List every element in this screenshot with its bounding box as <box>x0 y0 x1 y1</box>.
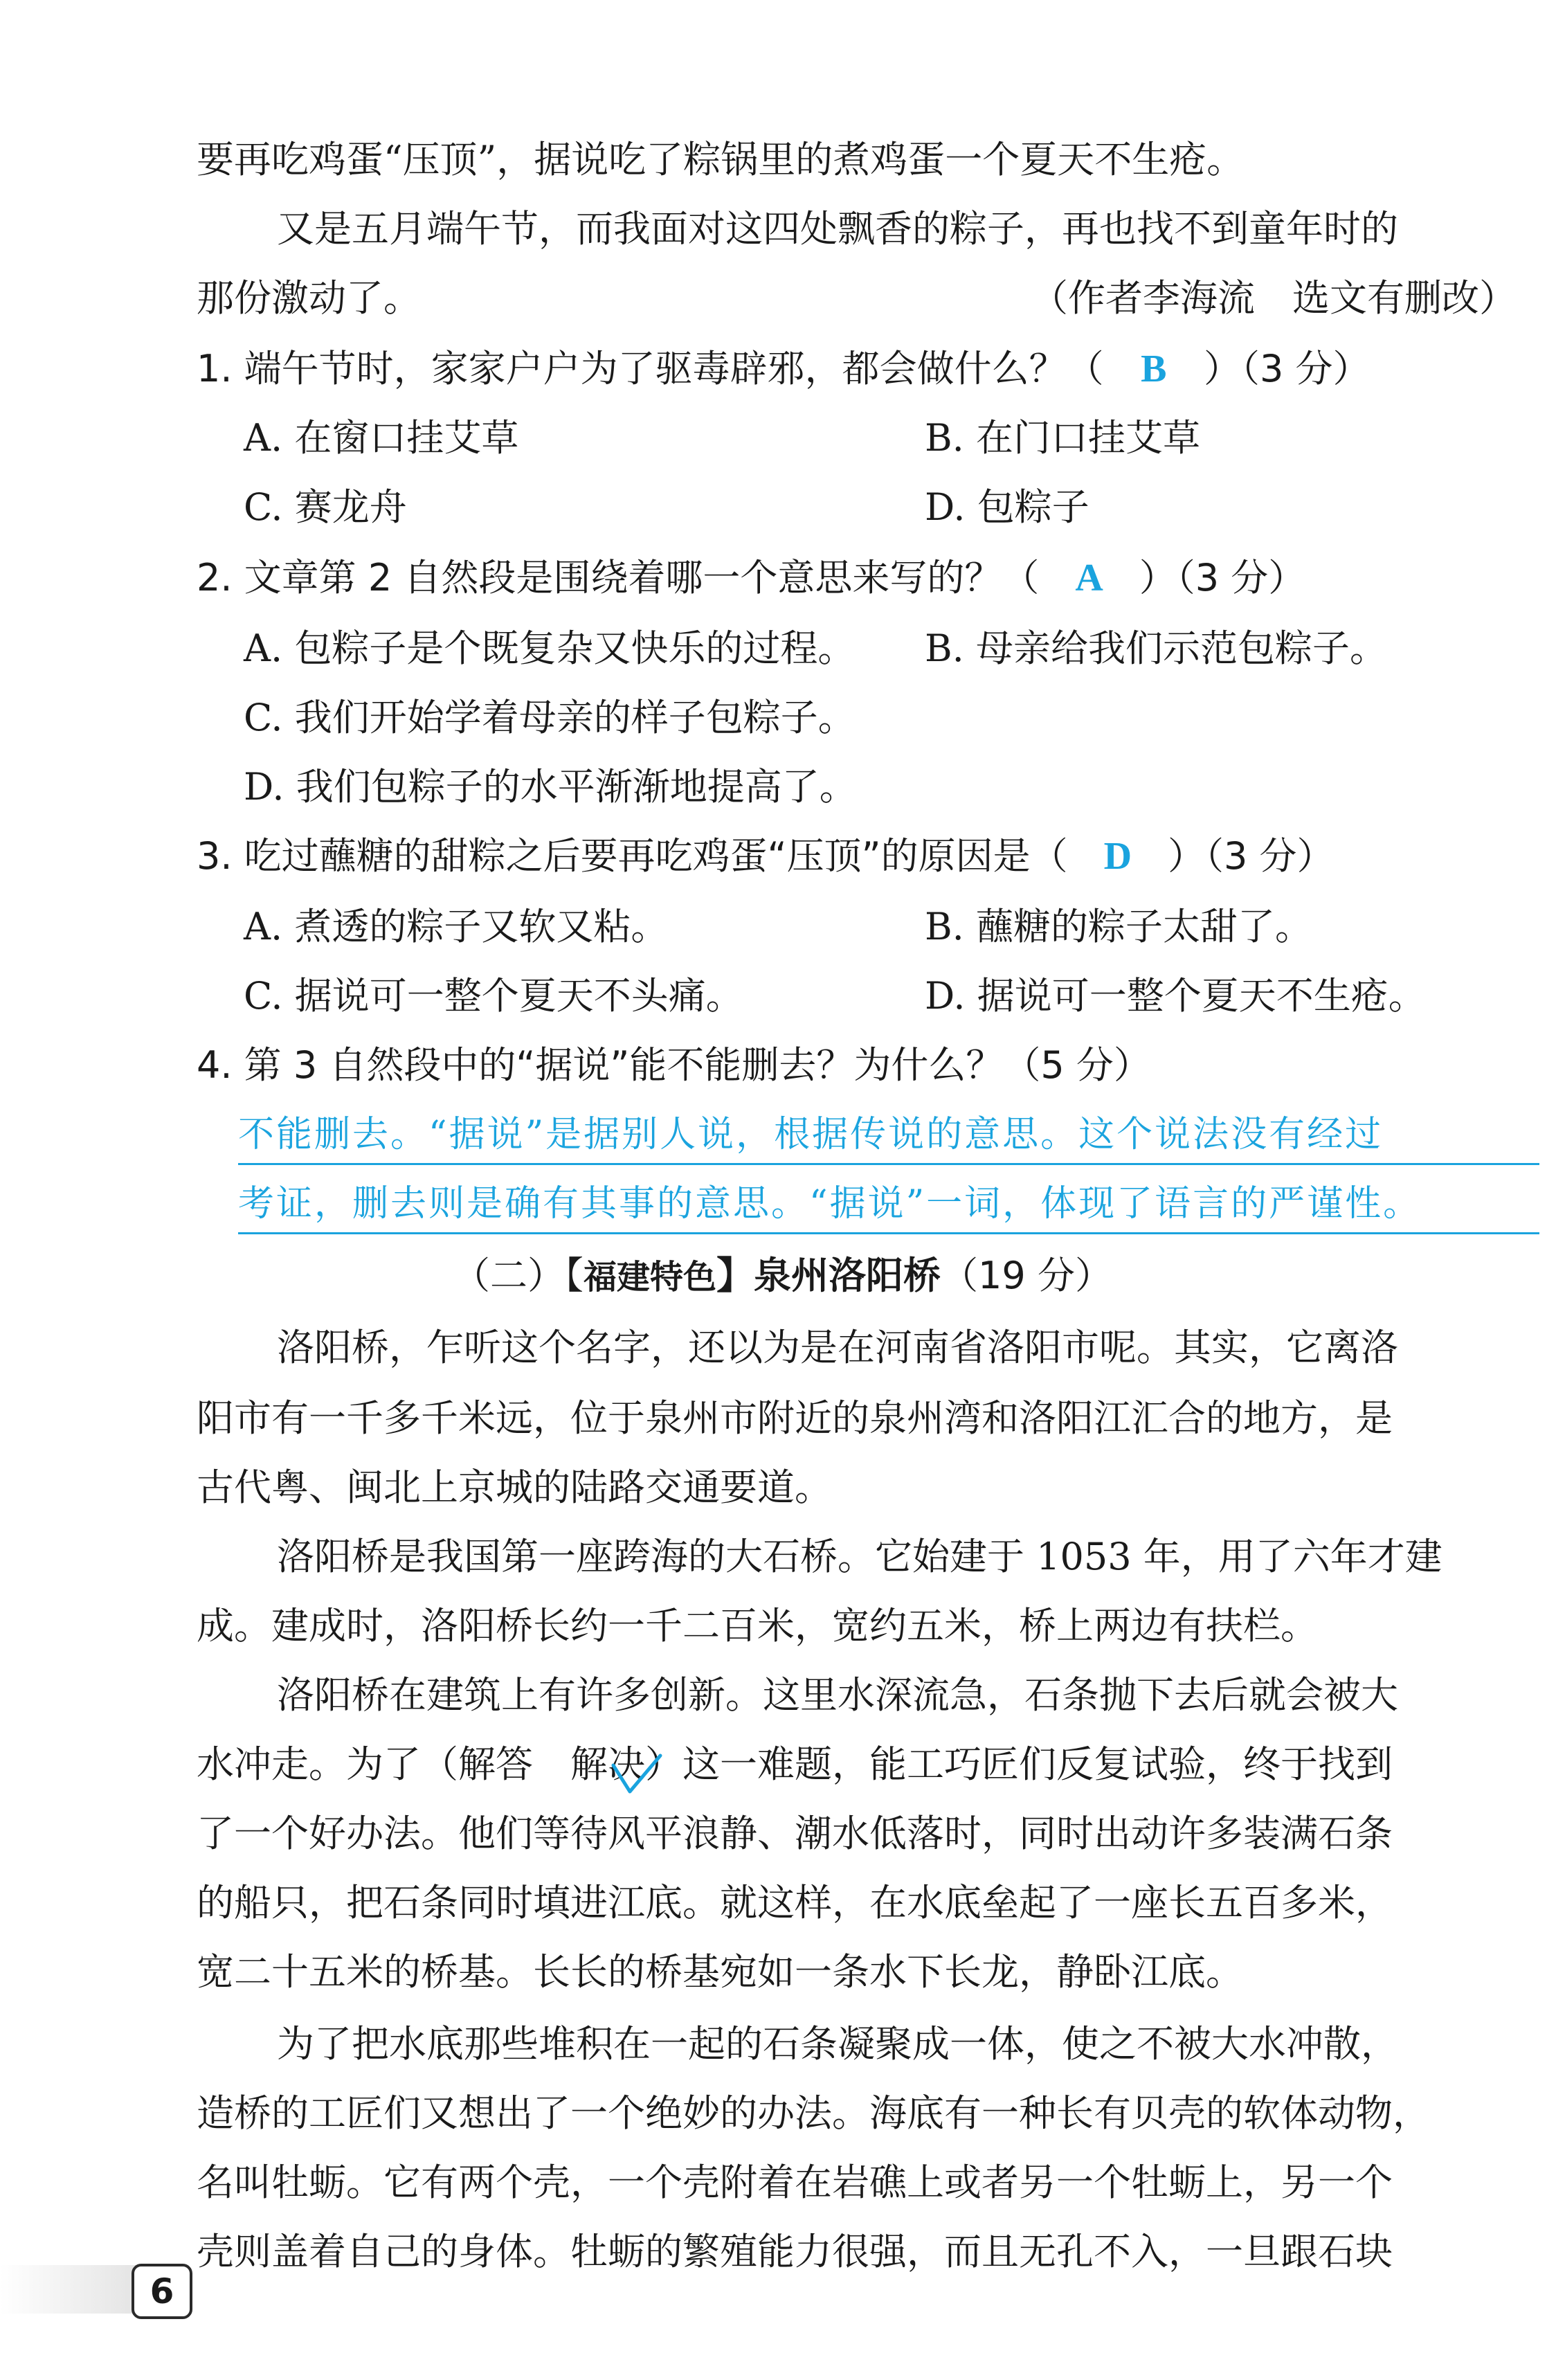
passage-line: 洛阳桥是我国第一座跨海的大石桥。它始建于 1053 年，用了六年才建 <box>277 1535 1442 1578</box>
passage-line: 造桥的工匠们又想出了一个绝妙的办法。海底有一种长有贝壳的软体动物， <box>197 2091 1430 2135</box>
question-2 <box>197 554 1526 602</box>
option-d: D. 据说可一整个夏天不生疮。 <box>925 974 1426 1018</box>
question-prompt: 3. 吃过蘸糖的甜粽之后要再吃鸡蛋“压顶”的原因是（ <box>197 834 1068 878</box>
question-score: ）（3 分） <box>1204 347 1370 390</box>
passage-line: 洛阳桥，乍听这个名字，还以为是在河南省洛阳市呢。其实，它离洛 <box>277 1326 1398 1369</box>
passage-line: 宽二十五米的桥基。长长的桥基宛如一条水下长龙，静卧江底。 <box>197 1950 1243 1994</box>
question-score: ）（3 分） <box>1139 556 1306 599</box>
question-prompt: 1. 端午节时，家家户户为了驱毒辟邪，都会做什么？（ <box>197 347 1104 390</box>
option-c: C. 赛龙舟 <box>244 485 407 529</box>
passage-line: 的船只，把石条同时填进江底。就这样，在水底垒起了一座长五百多米， <box>197 1881 1393 1924</box>
section-prefix: （二）【 <box>453 1254 584 1297</box>
question-prompt: 2. 文章第 2 自然段是围绕着哪一个意思来写的？（ <box>197 556 1040 599</box>
option-d: D. 我们包粽子的水平渐渐地提高了。 <box>244 765 857 809</box>
passage-line: 要再吃鸡蛋“压顶”，据说吃了粽锅里的煮鸡蛋一个夏天不生疮。 <box>197 138 1245 181</box>
handwritten-answer-line: 考证，删去则是确有其事的意思。“据说”一词，体现了语言的严谨性。 <box>238 1183 1422 1225</box>
section-title: 】泉州洛阳桥 <box>716 1254 941 1297</box>
handwritten-answer-line: 不能删去。“据说”是据别人说，根据传说的意思。这个说法没有经过 <box>238 1114 1384 1155</box>
passage-line: 洛阳桥在建筑上有许多创新。这里水深流急，石条抛下去后就会被大 <box>277 1673 1398 1717</box>
passage-line: 阳市有一千多千米远，位于泉州市附近的泉州湾和洛阳江汇合的地方，是 <box>197 1396 1393 1440</box>
answer-mark: A <box>1075 557 1103 599</box>
passage-line: 名叫牡蛎。它有两个壳，一个壳附着在岩礁上或者另一个牡蛎上，另一个 <box>197 2161 1393 2204</box>
option-a: A. 包粽子是个既复杂又快乐的过程。 <box>244 626 856 670</box>
question-3 <box>197 832 1526 881</box>
option-b: B. 蘸糖的粽子太甜了。 <box>925 905 1313 948</box>
option-d: D. 包粽子 <box>925 485 1089 529</box>
section-tag: 福建特色 <box>584 1258 717 1297</box>
option-c: C. 我们开始学着母亲的样子包粽子。 <box>244 696 856 739</box>
section-score: （19 分） <box>941 1254 1112 1297</box>
option-c: C. 据说可一整个夏天不头痛。 <box>244 974 743 1018</box>
question-score: ）（3 分） <box>1167 834 1335 878</box>
option-a: A. 在窗口挂艾草 <box>244 416 519 460</box>
answer-mark: D <box>1103 835 1132 878</box>
option-a: A. 煮透的粽子又软又粘。 <box>244 905 669 948</box>
source-note: （作者李海流 选文有删改） <box>1031 276 1517 320</box>
answer-underline <box>238 1163 1539 1165</box>
passage-line: 成。建成时，洛阳桥长约一千二百米，宽约五米，桥上两边有扶栏。 <box>197 1604 1318 1648</box>
question-1 <box>197 345 1526 393</box>
passage-line: 为了把水底那些堆积在一起的石条凝聚成一体，使之不被大水冲散， <box>277 2022 1398 2066</box>
answer-underline <box>238 1232 1539 1234</box>
passage-line: 又是五月端午节，而我面对这四处飘香的粽子，再也找不到童年时的 <box>277 207 1398 251</box>
option-b: B. 在门口挂艾草 <box>925 416 1201 460</box>
question-4: 4. 第 3 自然段中的“据说”能不能删去？为什么？（5 分） <box>197 1043 1151 1087</box>
answer-mark: B <box>1141 348 1167 390</box>
passage-line: 古代粤、闽北上京城的陆路交通要道。 <box>197 1466 832 1509</box>
page-number: 6 <box>132 2264 192 2319</box>
option-b: B. 母亲给我们示范包粽子。 <box>925 626 1388 670</box>
passage-line: 了一个好办法。他们等待风平浪静、潮水低落时，同时出动许多装满石条 <box>197 1812 1393 1855</box>
passage-line: 壳则盖着自己的身体。牡蛎的繁殖能力很强，而且无孔不入，一旦跟石块 <box>197 2230 1393 2273</box>
section-heading <box>0 1252 1565 1301</box>
passage-line: 那份激动了。 <box>197 276 421 320</box>
passage-line: 水冲走。为了（解答 解决）这一难题，能工巧匠们反复试验，终于找到 <box>197 1742 1393 1786</box>
check-mark-icon <box>609 1751 664 1800</box>
